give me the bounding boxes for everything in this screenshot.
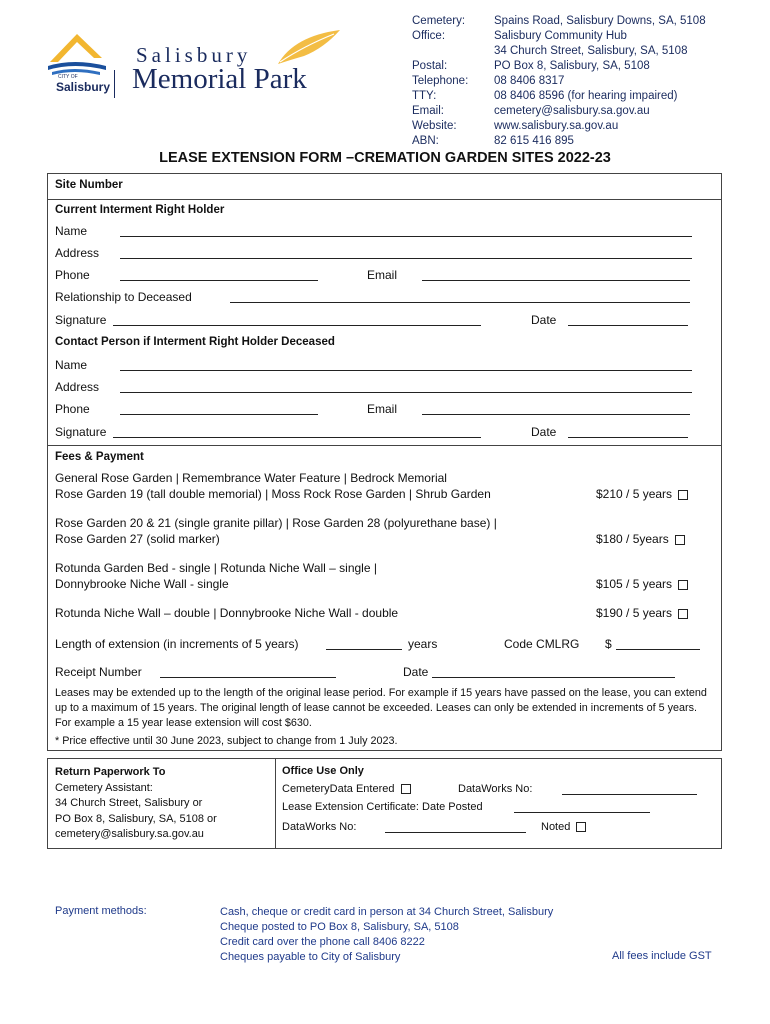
email-label: Email: (412, 105, 444, 117)
office-value-2: 34 Church Street, Salisbury, SA, 5108 (494, 45, 688, 57)
contact-signature-label: Signature (55, 425, 107, 439)
length-label: Length of extension (in increments of 5 years) (55, 637, 299, 651)
contact-name-label: Name (55, 358, 88, 372)
cemeterydata-row (282, 783, 411, 795)
receipt-field[interactable] (160, 677, 336, 678)
fee-item-4-line1: Rotunda Niche Wall – double | Donnybrooke Niche Wall - double (55, 606, 399, 620)
feather-icon (274, 26, 344, 66)
brand-top-text: Salisbury (136, 43, 252, 67)
dataworks1-field[interactable] (562, 794, 697, 795)
fee-item-3-price-row (596, 577, 688, 591)
fee-item-4-checkbox[interactable] (678, 609, 688, 619)
payment-methods (220, 905, 553, 965)
return-line-4: cemetery@salisbury.sa.gov.au (55, 828, 204, 840)
contact-email-label: Email (367, 402, 398, 416)
fee-item-2-price: $180 / 5years (596, 532, 669, 546)
holder-heading: Current Interment Right Holder (55, 204, 225, 216)
contact-address-field[interactable] (120, 392, 692, 393)
fee-item-1-line2: Rose Garden 19 (tall double memorial) | Moss Rock Rose Garden | Shrub Garden (55, 487, 491, 501)
postal-value: PO Box 8, Salisbury, SA, 5108 (494, 60, 650, 72)
return-line-1: Cemetery Assistant: (55, 781, 153, 794)
holder-address-field[interactable] (120, 258, 692, 259)
return-heading: Return Paperwork To (55, 766, 166, 778)
fee-item-4-price-row (596, 606, 688, 620)
gst-note: All fees include GST (612, 950, 712, 962)
fee-item-1-line1: General Rose Garden | Remembrance Water Feature | Bedrock Memorial (55, 471, 447, 485)
cemeterydata-label: CemeteryData Entered (282, 783, 395, 795)
code-label: Code CMLRG (504, 637, 580, 651)
holder-phone-field[interactable] (120, 280, 318, 281)
abn-label: ABN: (412, 135, 439, 147)
contact-phone-field[interactable] (120, 414, 318, 415)
holder-date-field[interactable] (568, 325, 688, 326)
fee-item-1-price-row (596, 487, 688, 501)
contact-date-field[interactable] (568, 437, 688, 438)
website-label: Website: (412, 120, 457, 132)
site-number-label: Site Number (55, 179, 123, 191)
fee-item-2-checkbox[interactable] (675, 535, 685, 545)
certificate-field[interactable] (514, 812, 650, 813)
noted-row (541, 821, 586, 833)
cemeterydata-checkbox[interactable] (401, 784, 411, 794)
tty-label: TTY: (412, 90, 437, 102)
holder-phone-label: Phone (55, 268, 90, 282)
price-note: * Price effective until 30 June 2023, subject to change from 1 July 2023. (55, 735, 398, 747)
payment-line-4: Cheques payable to City of Salisbury (220, 951, 401, 963)
holder-address-label: Address (55, 246, 100, 260)
dataworks2-field[interactable] (385, 832, 526, 833)
telephone-label: Telephone: (412, 75, 469, 87)
payment-label: Payment methods: (55, 905, 147, 917)
holder-relationship-label: Relationship to Deceased (55, 290, 192, 304)
holder-email-label: Email (367, 268, 398, 282)
dataworks1-label: DataWorks No: (458, 783, 533, 795)
fee-item-2-line2: Rose Garden 27 (solid marker) (55, 532, 220, 546)
contact-address-label: Address (55, 380, 100, 394)
years-label: years (408, 637, 438, 651)
lease-note: Leases may be extended up to the length of the original lease period. For example if 15 years have passed on the lease, you can extend up to a maximum of 15 years. The original length of lease cannot be exceeded. Leases can only be extended in increments of 5 years. For example a 15 year lease extension will cost $630. (55, 687, 707, 729)
dataworks2-label: DataWorks No: (282, 821, 357, 833)
contact-person-heading: Contact Person if Interment Right Holder Deceased (55, 336, 335, 348)
tty-value: 08 8406 8596 (for hearing impaired) (494, 90, 678, 102)
office-value-1: Salisbury Community Hub (494, 30, 627, 42)
contact-email-field[interactable] (422, 414, 690, 415)
holder-name-field[interactable] (120, 236, 692, 237)
fee-item-3-line1: Rotunda Garden Bed - single | Rotunda Niche Wall – single | (55, 561, 377, 575)
office-use-heading: Office Use Only (282, 765, 364, 777)
cemetery-label: Cemetery: (412, 15, 466, 27)
form-title: LEASE EXTENSION FORM –CREMATION GARDEN SITES 2022-23 (159, 150, 611, 166)
noted-checkbox[interactable] (576, 822, 586, 832)
fee-item-3-line2: Donnybrooke Niche Wall - single (55, 577, 229, 591)
return-line-2: 34 Church Street, Salisbury or (55, 797, 203, 809)
amount-field[interactable] (616, 649, 700, 650)
logo (44, 26, 344, 106)
postal-label: Postal: (412, 60, 448, 72)
receipt-date-field[interactable] (432, 677, 675, 678)
fee-item-1-price: $210 / 5 years (596, 487, 673, 501)
receipt-label: Receipt Number (55, 665, 142, 679)
fee-item-2-price-row (596, 532, 685, 546)
brand-bottom-text: Memorial Park (132, 63, 307, 95)
holder-email-field[interactable] (422, 280, 690, 281)
fee-item-3-checkbox[interactable] (678, 580, 688, 590)
abn-value: 82 615 416 895 (494, 135, 574, 147)
contact-date-label: Date (531, 425, 557, 439)
return-line-3: PO Box 8, Salisbury, SA, 5108 or (55, 812, 217, 825)
holder-relationship-field[interactable] (230, 302, 690, 303)
website-value: www.salisbury.sa.gov.au (494, 120, 619, 132)
payment-line-1: Cash, cheque or credit card in person at 34 Church Street, Salisbury (220, 906, 554, 918)
contact-name-field[interactable] (120, 370, 692, 371)
receipt-date-label: Date (403, 665, 429, 679)
holder-signature-field[interactable] (113, 325, 481, 326)
holder-date-label: Date (531, 313, 557, 327)
telephone-value: 08 8406 8317 (494, 75, 565, 87)
return-paperwork (55, 765, 217, 843)
city-name-text: Salisbury (56, 80, 111, 94)
fee-item-4-price: $190 / 5 years (596, 606, 673, 620)
payment-line-3: Credit card over the phone call 8406 8222 (220, 936, 425, 948)
holder-name-label: Name (55, 224, 88, 238)
fee-item-2-line1: Rose Garden 20 & 21 (single granite pillar) | Rose Garden 28 (polyurethane base) | (55, 516, 497, 530)
length-field[interactable] (326, 649, 402, 650)
holder-signature-label: Signature (55, 313, 107, 327)
certificate-label: Lease Extension Certificate: Date Posted (282, 801, 483, 813)
email-value: cemetery@salisbury.sa.gov.au (494, 105, 650, 117)
payment-line-2: Cheque posted to PO Box 8, Salisbury, SA, 5108 (220, 921, 459, 933)
dollar-label: $ (605, 637, 612, 651)
contact-signature-field[interactable] (113, 437, 481, 438)
noted-label: Noted (541, 821, 571, 833)
form-box (47, 173, 722, 751)
fee-item-1-checkbox[interactable] (678, 490, 688, 500)
city-of-text: CITY OF (58, 74, 78, 80)
fees-heading: Fees & Payment (55, 451, 144, 463)
fee-item-3-price: $105 / 5 years (596, 577, 673, 591)
office-label: Office: (412, 30, 446, 42)
cemetery-value: Spains Road, Salisbury Downs, SA, 5108 (494, 15, 706, 27)
contact-phone-label: Phone (55, 402, 90, 416)
